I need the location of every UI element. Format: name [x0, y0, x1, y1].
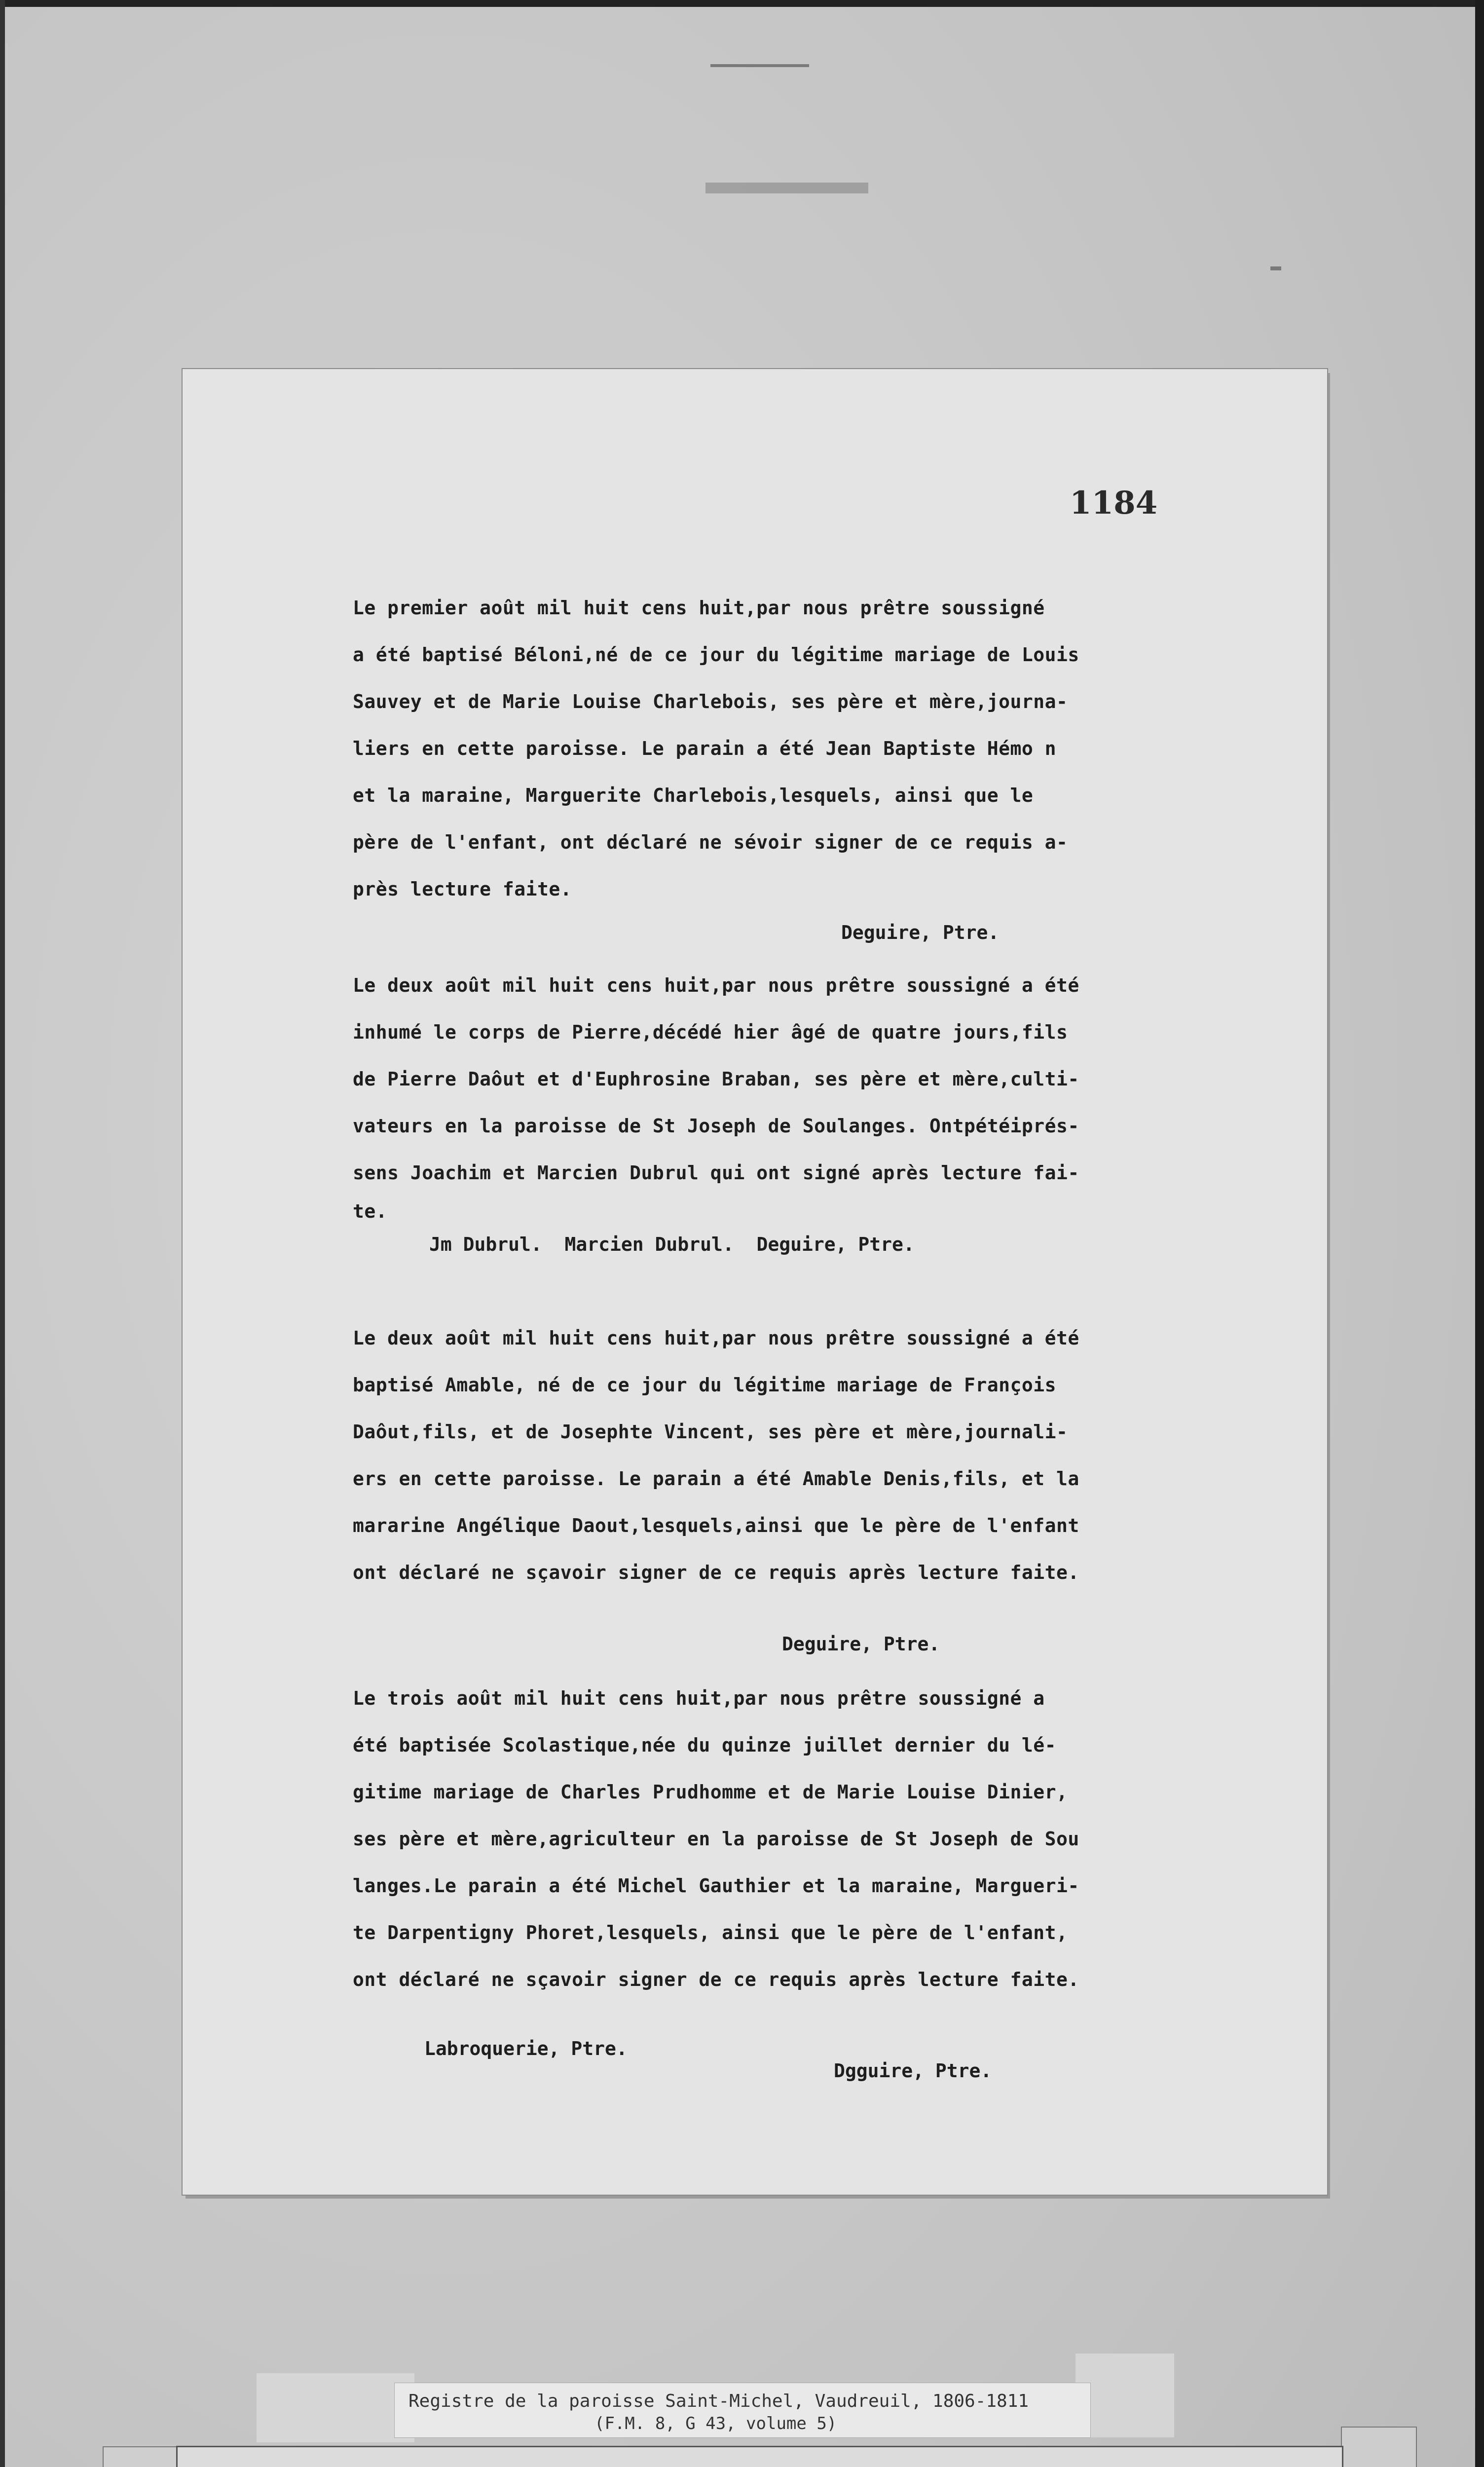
entry-line: père de l'enfant, ont déclaré ne sévoir signer de ce requis a- — [353, 831, 1068, 853]
entry-line: te. — [353, 1200, 388, 1222]
scratch-mark — [705, 183, 868, 193]
entry-line: sens Joachim et Marcien Dubrul qui ont signé après lecture fai- — [353, 1162, 1079, 1184]
entry-line: Sauvey et de Marie Louise Charlebois, ses père et mère,journa- — [353, 691, 1068, 712]
film-edge-right — [1475, 0, 1484, 2467]
register-entry-4 — [353, 1675, 1270, 2003]
entry-line: te Darpentigny Phoret,lesquels, ainsi que le père de l'enfant, — [353, 1922, 1068, 1944]
entry-line: de Pierre Daôut et d'Euphrosine Braban, ses père et mère,culti- — [353, 1068, 1079, 1090]
entry-line: Le deux août mil huit cens huit,par nous prêtre soussigné a été — [353, 1327, 1079, 1349]
register-entry-2 — [353, 962, 1270, 1226]
entry-line: mararine Angélique Daout,lesquels,ainsi que le père de l'enfant — [353, 1515, 1079, 1536]
register-entry-1 — [353, 585, 1270, 913]
film-edge-top — [0, 0, 1484, 7]
entry-line: ers en cette paroisse. Le parain a été Amable Denis,fils, et la — [353, 1468, 1079, 1490]
tape-strip — [257, 2373, 414, 2442]
film-edge-left — [0, 0, 5, 2467]
tape-strip — [1076, 2354, 1174, 2437]
signature-line: Jm Dubrul. Marcien Dubrul. Deguire, Ptre. — [429, 1234, 915, 1255]
entry-line: inhumé le corps de Pierre,décédé hier âgé de quatre jours,fils — [353, 1021, 1068, 1043]
signature: Deguire, Ptre. — [841, 922, 1000, 943]
archives-stamp — [178, 2447, 1342, 2467]
archive-label-title: Registre de la paroisse Saint-Michel, Vaudreuil, 1806-1811 — [408, 2391, 1029, 2411]
entry-line: ont déclaré ne sçavoir signer de ce requis après lecture faite. — [353, 1969, 1079, 1990]
signature: Deguire, Ptre. — [782, 1633, 940, 1655]
entry-line: Le premier août mil huit cens huit,par nous prêtre soussigné — [353, 597, 1045, 619]
entry-line: baptisé Amable, né de ce jour du légitime mariage de François — [353, 1374, 1057, 1396]
signature: Dgguire, Ptre. — [834, 2060, 992, 2082]
entry-line: vateurs en la paroisse de St Joseph de Soulanges. Ontpétéiprés- — [353, 1115, 1079, 1137]
entry-line: près lecture faite. — [353, 878, 572, 900]
page-number: 1184 — [1070, 485, 1158, 522]
entry-line: liers en cette paroisse. Le parain a été Jean Baptiste Hémo n — [353, 738, 1057, 759]
entry-line: ses père et mère,agriculteur en la paroisse de St Joseph de Sou — [353, 1828, 1079, 1850]
stamp-side-panel — [1342, 2428, 1416, 2467]
signature-left: Labroquerie, Ptre. — [424, 2038, 628, 2059]
entry-line: Daôut,fils, et de Josephte Vincent, ses père et mère,journali- — [353, 1421, 1068, 1443]
entry-line: a été baptisé Béloni,né de ce jour du légitime mariage de Louis — [353, 644, 1079, 666]
entry-line: gitime mariage de Charles Prudhomme et de Marie Louise Dinier, — [353, 1781, 1068, 1803]
entry-line: et la maraine, Marguerite Charlebois,lesquels, ainsi que le — [353, 785, 1034, 806]
entry-line: langes.Le parain a été Michel Gauthier et la maraine, Margueri- — [353, 1875, 1079, 1897]
entry-line: été baptisée Scolastique,née du quinze juillet dernier du lé- — [353, 1734, 1057, 1756]
entry-line: Le deux août mil huit cens huit,par nous prêtre soussigné a été — [353, 974, 1079, 996]
entry-line: Le trois août mil huit cens huit,par nous prêtre soussigné a — [353, 1687, 1045, 1709]
register-entry-3 — [353, 1315, 1270, 1596]
scratch-mark — [1270, 266, 1281, 270]
archive-label-reference: (F.M. 8, G 43, volume 5) — [594, 2414, 837, 2433]
stamp-side-panel — [104, 2447, 178, 2467]
entry-line: ont déclaré ne sçavoir signer de ce requis après lecture faite. — [353, 1562, 1079, 1583]
scratch-mark — [710, 64, 809, 67]
